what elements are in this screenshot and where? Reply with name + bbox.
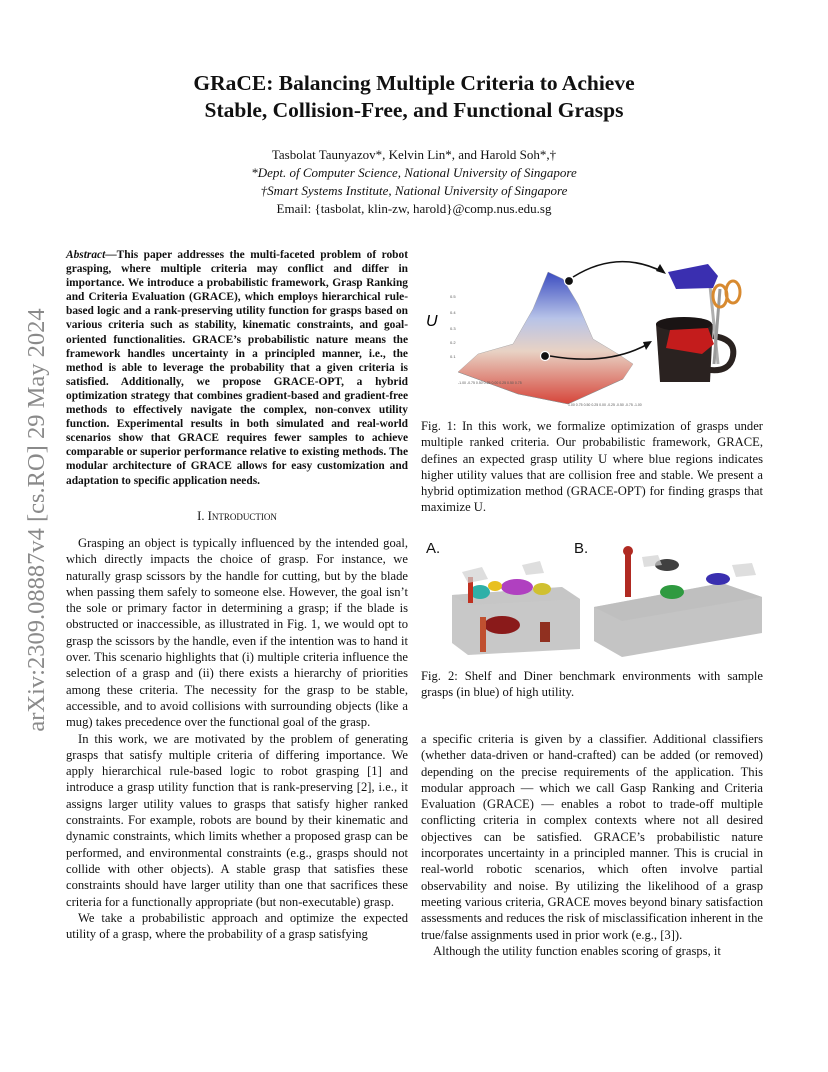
utility-surface-plot [418, 244, 763, 414]
svg-text:0.4: 0.4 [450, 310, 456, 315]
intro-paragraph-2: In this work, we are motivated by the problem of generating grasps that satisfy multiple criteria of differing importance. We apply hierarchical rule-based logic to robot grasping [1] and introduce a grasp utility function that is rank-preserving [2], i.e., it assigns larger utility values to grasps that satisfy higher ranked constraints. For example, robots are bound by their kinematic and dynamic constraints, which limits whether a proposed grasp can be performed, and environmental constraints (e.g., grasps should not collide with other objects). A stable grasp that satisfies these constraints should have larger utility than one that sacrifices these criteria for a functionally appropriate (but non-executable) grasp. [66, 731, 408, 909]
figure-2 [422, 537, 766, 659]
author-names: Tasbolat Taunyazov*, Kelvin Lin*, and Harold Soh*,† [271, 147, 557, 162]
fig2-label-b: B. [574, 540, 589, 557]
affiliation-2: †Smart Systems Institute, National University of Singapore [260, 183, 568, 198]
title-line-2: Stable, Collision-Free, and Functional Grasps [204, 98, 624, 122]
author-block [90, 146, 738, 218]
svg-text:-1.00 -0.75 0.50 0.25 0.00 0.2: -1.00 -0.75 0.50 0.25 0.00 0.25 0.50 0.75 [458, 381, 522, 385]
svg-text:0.5: 0.5 [450, 294, 456, 299]
svg-text:0.2: 0.2 [450, 340, 456, 345]
intro-paragraph-1: Grasping an object is typically influenced by the intended goal, which directly impacts the choice of grasp. For instance, we naturally grasp scissors by the handle for cutting, but by the blade when passing them safely to someone else. However, the goal isn’t the sole or primary factor in determining a grasp; if the blade is obstructed or inaccessible, as illustrated in Fig. 1, we would opt to grasp the scissors by the handle, even if the intention was to hand it over. This scenario highlights that (i) multiple criteria influence the selection of a grasp and (ii) there exists a hierarchy of priorities among these criteria. The necessity for the grasp to be stable, accessible, and to avoid collisions with surrounding objects (like a mug) takes precedence over the functional goal of the grasp. [66, 536, 408, 730]
title-line-1: GRaCE: Balancing Multiple Criteria to Achieve [193, 71, 635, 95]
right-paragraph-1: a specific criteria is given by a classifier. Additional classifiers (whether data-driven or hand-crafted) can be added (or removed) depending on the precise requirements of the application. This modular approach — which we call Gasp Ranking and Criteria Evaluation (GRACE) — enables a robot to trade-off multiple conflicting criteria in complex contexts where not all desired objectives can be satisfied. GRACE’s probabilistic nature incorporates uncertainty in a principled manner. This is crucial in real-world robotic scenarios, which often involve partial observability and noise. By utilizing the likelihood of a grasp meeting various criteria, GRACE moves beyond binary satisfaction assessments and reduces the risk of misclassification inherent in the true/false assignments used in prior work (e.g., [3]). [421, 732, 763, 942]
intro-text [66, 535, 408, 942]
svg-text:1.00 0.75 0.50 0.25 0.00 -0.25: 1.00 0.75 0.50 0.25 0.00 -0.25 -0.50 -0.75 -1.00 [568, 403, 642, 407]
paper-title [90, 70, 738, 124]
affiliation-1: *Dept. of Computer Science, National University of Singapore [251, 165, 577, 180]
figure-1-caption: Fig. 1: In this work, we formalize optimization of grasps under multiple ranked criteria. Our probabilistic framework, GRACE, defines an expected grasp utility U where blue regions indicates higher utility values that are collision free and stable. We present a hybrid optimization method (GRACE-OPT) for finding grasps that maximize U. [421, 419, 763, 515]
arxiv-stamp-text: arXiv:2309.08887v4 [cs.RO] 29 May 2024 [23, 308, 50, 732]
svg-text:0.3: 0.3 [450, 326, 456, 331]
figure-1 [418, 244, 763, 414]
right-column-text [421, 731, 763, 959]
section-heading [66, 509, 408, 524]
figure-2-caption: Fig. 2: Shelf and Diner benchmark environments with sample grasps (in blue) of high utility. [421, 669, 763, 700]
fig2-label-a: A. [426, 540, 441, 557]
intro-paragraph-3: We take a probabilistic approach and optimize the expected utility of a grasp, where the probability of a grasp satisfying [66, 910, 408, 942]
abstract [66, 248, 408, 488]
abstract-text: —This paper addresses the multi-faceted problem of robot grasping, where multiple criteria may conflict and differ in importance. We introduce a probabilistic framework, Grasp Ranking and Criteria Evaluation (GRACE), which employs hierarchical rule-based logic and a rank-preserving utility function for grasps based on various criteria such as stability, kinematic constraints, and goal-oriented functionalities. GRACE’s probabilistic nature means the framework handles uncertainty in a principled manner, i.e., the method is able to leverage the probability that a given criteria is satisfied. Additionally, we propose GRACE-OPT, a hybrid optimization strategy that combines gradient-based and gradient-free methods to effectively navigate the complex, non-convex utility function. Experimental results in both simulated and real-world scenarios show that GRACE requires fewer samples to achieve comparable or superior performance relative to existing methods. The modular architecture of GRACE allows for easy customization and adaptation to specific application needs. [66, 249, 408, 487]
svg-text:0.1: 0.1 [450, 354, 456, 359]
right-paragraph-2: Although the utility function enables scoring of grasps, it [433, 943, 721, 958]
abstract-label: Abstract [66, 249, 106, 261]
section-heading-text: I. Introduction [197, 509, 277, 523]
utility-axis-label: U [426, 313, 438, 330]
benchmark-environments-image [422, 537, 766, 659]
author-email: Email: {tasbolat, klin-zw, harold}@comp.nus.edu.sg [276, 201, 552, 216]
